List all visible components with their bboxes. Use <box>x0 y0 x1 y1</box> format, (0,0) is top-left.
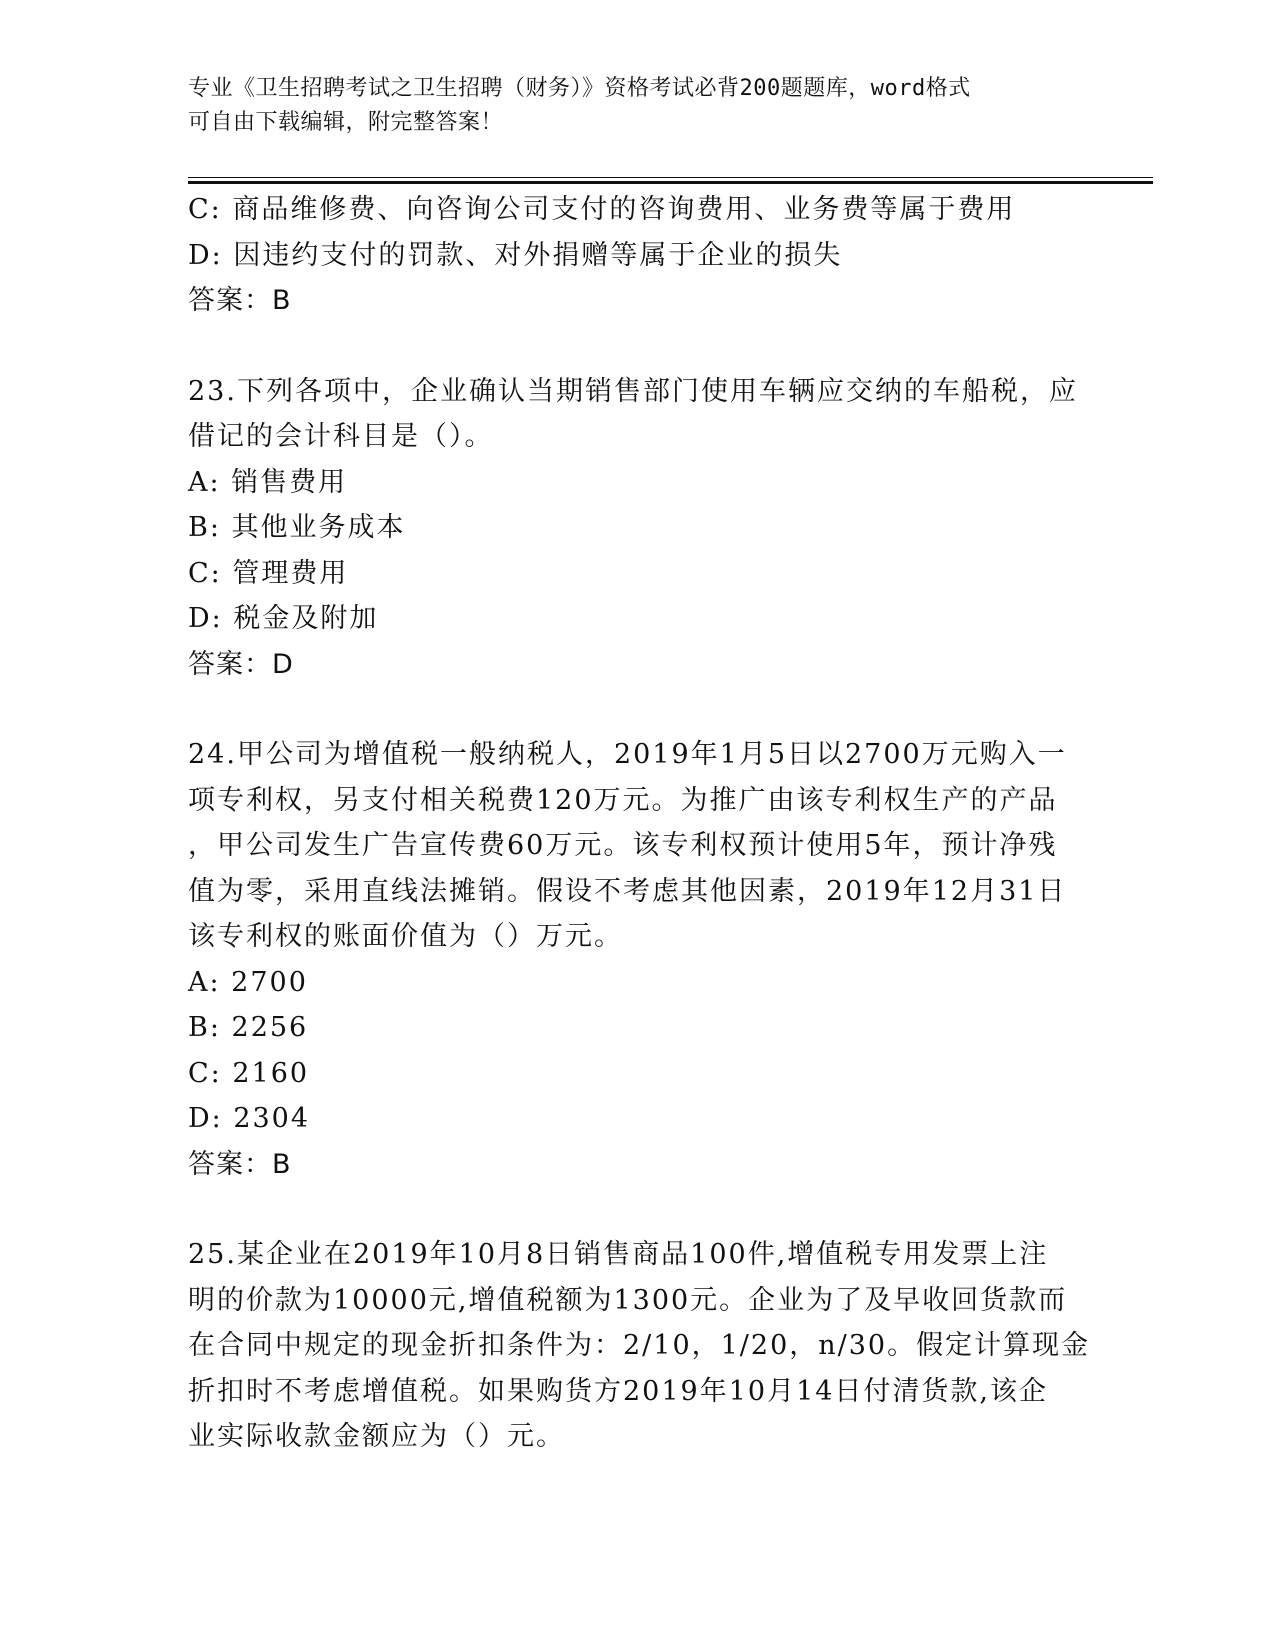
question-text-line: ，甲公司发生广告宣传费60万元。该专利权预计使用5年，预计净残 <box>188 830 1058 861</box>
spacer <box>188 1187 1088 1232</box>
question-text-line: 25.某企业在2019年10月8日销售商品100件,增值税专用发票上注 <box>188 1239 1049 1270</box>
question-text-line: 值为零，采用直线法摊销。假设不考虑其他因素，2019年12月31日 <box>188 875 1067 907</box>
question-text-line: 该专利权的账面价值为（）万元。 <box>188 921 623 952</box>
option-c: C: 商品维修费、向咨询公司支付的咨询费用、业务费等属于费用 <box>188 194 1016 225</box>
option-d: D: 2304 <box>188 1103 311 1134</box>
spacer <box>188 324 1088 369</box>
question-text-line: 在合同中规定的现金折扣条件为：2/10，1/20，n/30。假定计算现金 <box>188 1330 1091 1361</box>
spacer <box>188 687 1088 732</box>
question-23 <box>188 369 1088 688</box>
option-d: D: 因违约支付的罚款、对外捐赠等属于企业的损失 <box>188 239 843 271</box>
option-a: A: 2700 <box>188 966 308 998</box>
question-22-continued <box>188 187 1088 324</box>
option-b: B: 2256 <box>188 1012 309 1043</box>
option-b: B: 其他业务成本 <box>188 512 406 543</box>
header-divider-thin <box>188 177 1153 178</box>
question-24 <box>188 732 1088 1187</box>
question-text-line: 业实际收款金额应为（）元。 <box>188 1421 565 1452</box>
option-d: D: 税金及附加 <box>188 603 379 634</box>
option-c: C: 2160 <box>188 1057 310 1089</box>
header-title-line-1: 专业《卫生招聘考试之卫生招聘（财务）》资格考试必背200题题库，word格式 <box>188 76 971 101</box>
question-text-line: 折扣时不考虑增值税。如果购货方2019年10月14日付清货款,该企 <box>188 1375 1049 1407</box>
header-divider-thick <box>188 181 1153 184</box>
document-body <box>188 187 1091 1460</box>
document-header <box>188 72 1068 140</box>
question-text-line: 明的价款为10000元,增值税额为1300元。企业为了及早收回货款而 <box>188 1284 1068 1316</box>
question-text-line: 项专利权，另支付相关税费120万元。为推广由该专利权生产的产品 <box>188 784 1058 816</box>
answer-line: 答案：D <box>188 648 294 680</box>
option-a: A: 销售费用 <box>188 466 348 498</box>
question-text-line: 23.下列各项中，企业确认当期销售部门使用车辆应交纳的车船税，应 <box>188 375 1078 407</box>
answer-line: 答案：B <box>188 285 292 316</box>
question-text-line: 借记的会计科目是（）。 <box>188 421 494 452</box>
question-25 <box>188 1232 1091 1460</box>
answer-line: 答案：B <box>188 1148 292 1180</box>
question-text-line: 24.甲公司为增值税一般纳税人，2019年1月5日以2700万元购入一 <box>188 739 1067 770</box>
option-c: C: 管理费用 <box>188 557 349 589</box>
header-title-line-2: 可自由下载编辑，附完整答案！ <box>188 110 504 135</box>
